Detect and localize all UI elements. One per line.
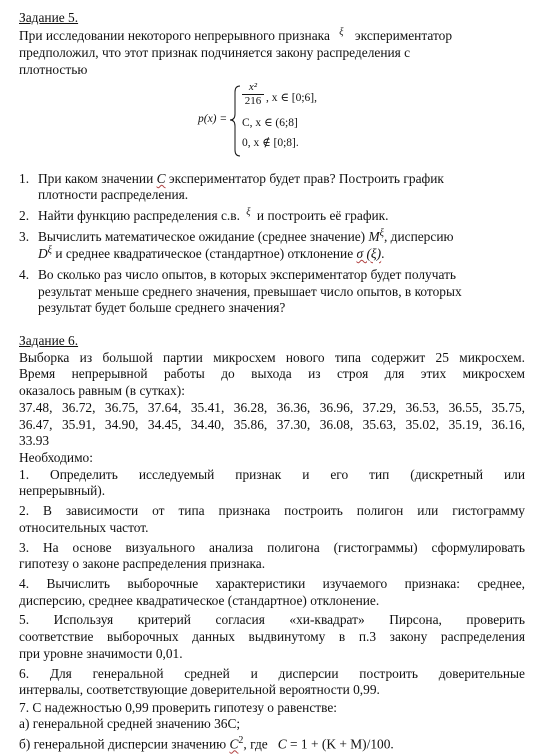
formula-case3: 0, x ∉ [0;8]. <box>242 137 299 149</box>
task6-step4-cont: дисперсию, среднее квадратическое (стандартное) отклонение. <box>19 593 380 608</box>
task6-step7: 7. С надежностью 0,99 проверить гипотезу о равенстве: <box>19 700 338 715</box>
task5-heading: Задание 5. <box>19 10 79 25</box>
task5-intro-line1: При исследовании некоторого непрерывного признака $^\xi$ экспериментатор <box>19 27 453 43</box>
task6-heading: Задание 6. <box>19 333 79 348</box>
task5-item2-number: 2. <box>19 208 30 223</box>
task5-item4-line3: результат будет больше среднего значения? <box>38 300 286 315</box>
task6-step6: 6. Для генеральной средней и дисперсии построить доверительные <box>19 666 525 681</box>
task5-item1-line2: плотности распределения. <box>38 187 189 202</box>
task6-step4: 4. Вычислить выборочные характеристики изучаемого признака: среднее, <box>19 576 525 591</box>
formula-case1-condition: , x ∈ [0;6], <box>266 92 317 104</box>
task6-line: Выборка из большой партии микросхем нового типа содержит 25 микросхем. <box>19 350 525 365</box>
task5-item4-number: 4. <box>19 267 30 282</box>
task6-step1: 1. Определить исследуемый признак и его тип (дискретный или <box>19 467 525 482</box>
task6-line: Время непрерывной работы до выхода из строя для этих микросхем <box>19 366 525 381</box>
task5-item4-line2: результат меньше среднего значения, превышает число опытов, в которых <box>38 284 462 299</box>
formula-fraction: x² 216 <box>242 82 264 107</box>
task6-data-line: 36.47, 35.91, 34.90, 34.45, 34.40, 35.86, 37.30, 36.08, 35.63, 35.02, 35.19, 36.16, <box>19 417 525 432</box>
task6-step5: 5. Используя критерий согласия «хи-квадрат» Пирсона, проверить <box>19 612 525 627</box>
task5-item3-line2: $D^\xi$ и среднее квадратическое (стандартное) отклонение σ (ξ). <box>38 245 385 261</box>
task5-item1-number: 1. <box>19 171 30 186</box>
formula-lhs: p(x) = <box>198 113 228 125</box>
task6-step3-cont: гипотезу о законе распределения признака. <box>19 556 266 571</box>
task6-step5-cont: соответствие выборочных данных выдвинутому в п.3 закону распределения <box>19 629 525 644</box>
task6-data-line: 33.93 <box>19 433 50 448</box>
task6-line: Необходимо: <box>19 450 93 465</box>
task6-step2-cont: относительных частот. <box>19 520 149 535</box>
task6-line: оказалось равным (в сутках): <box>19 383 185 398</box>
task5-item4-line1: Во сколько раз число опытов, в которых экспериментатор будет получать <box>38 267 457 282</box>
density-formula <box>198 82 338 158</box>
task6-step6-cont: интервалы, соответствующие доверительной вероятности 0,99. <box>19 682 380 697</box>
task5-intro-line2: предположил, что этот признак подчиняется закону распределения с <box>19 45 411 60</box>
task5-item3-number: 3. <box>19 229 30 244</box>
task5-intro-line3: плотностью <box>19 62 88 77</box>
task5-item2-line1: Найти функцию распределения с.в. $^\xi$ и построить её график. <box>38 207 389 223</box>
task6-step7a: а) генеральной средней значению 36C; <box>19 716 241 731</box>
task6-step5-cont2: при уровне значимости 0,01. <box>19 646 183 661</box>
task6-step2: 2. В зависимости от типа признака построить полигон или гистограмму <box>19 503 525 518</box>
task5-item3-line1: Вычислить математическое ожидание (среднее значение) $M^\xi$, дисперсию <box>38 228 454 244</box>
formula-case2: C, x ∈ (6;8] <box>242 117 298 129</box>
task5-item1-line1: При каком значении C экспериментатор будет прав? Построить график <box>38 171 444 186</box>
task6-data-line: 37.48, 36.72, 36.75, 37.64, 35.41, 36.28, 36.36, 36.96, 37.29, 36.53, 36.55, 35.75, <box>19 400 525 415</box>
task6-step1-cont: непрерывный). <box>19 483 106 498</box>
task6-step7b: б) генеральной дисперсии значению $C^2$, где C = 1 + (K + M)/100. <box>19 735 394 752</box>
xi-symbol: ξ <box>339 27 344 38</box>
task6-step3: 3. На основе визуального анализа полигона (гистограммы) сформулировать <box>19 540 525 555</box>
